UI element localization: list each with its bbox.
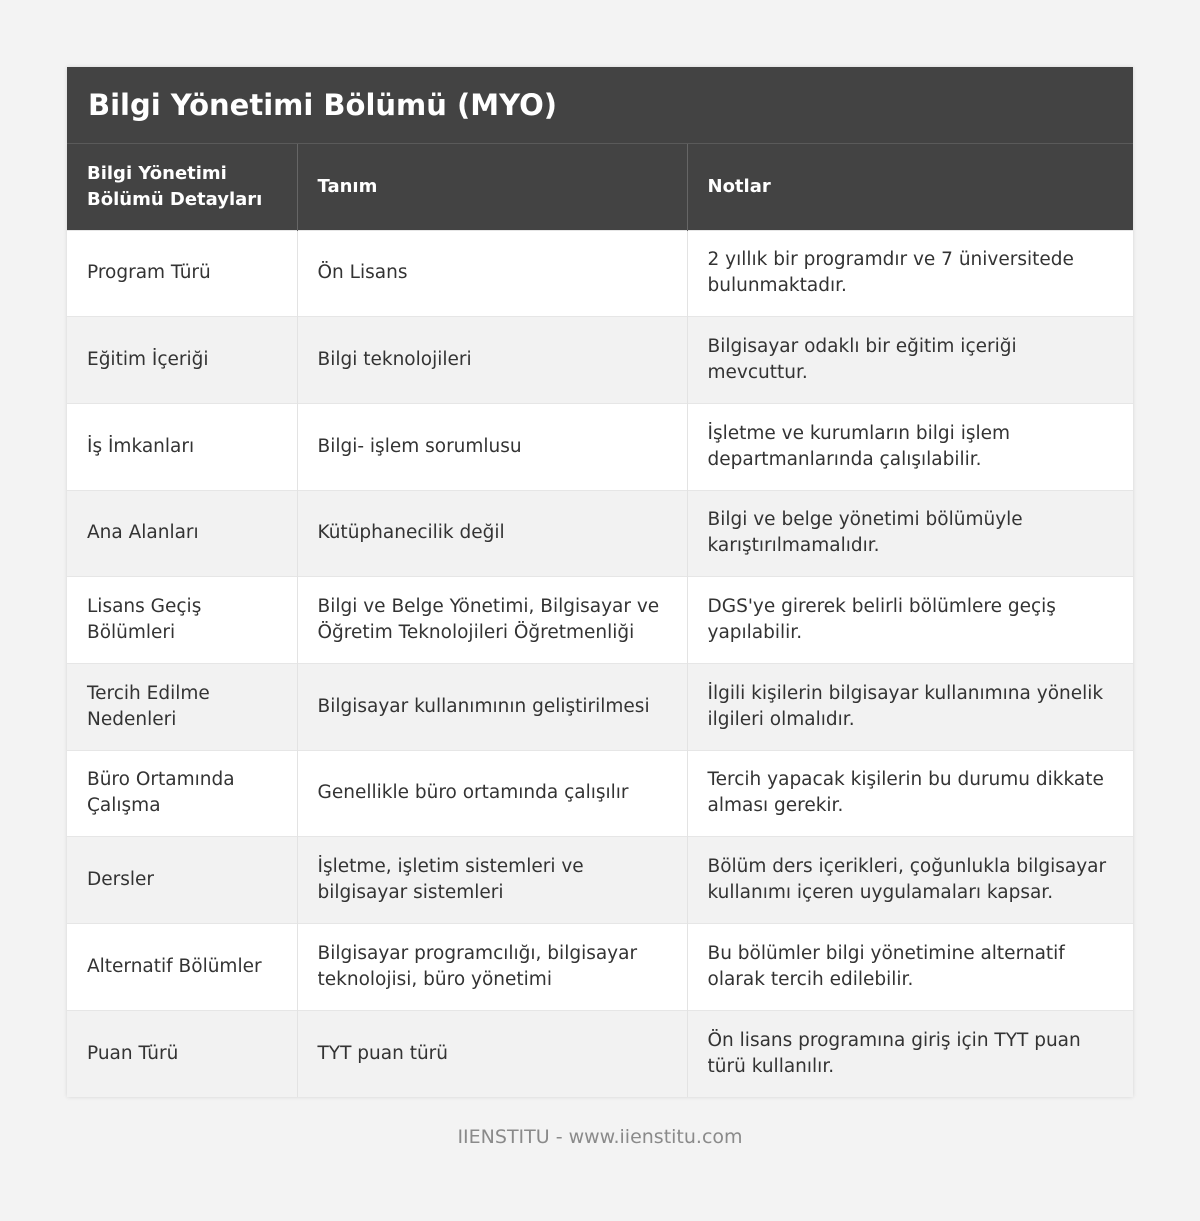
cell-note: Bölüm ders içerikleri, çoğunlukla bilgisayar kullanımı içeren uygulamaları kapsar.	[687, 837, 1133, 924]
cell-detail: Eğitim İçeriği	[67, 317, 297, 404]
info-table-card	[67, 67, 1133, 1097]
cell-note: Bu bölümler bilgi yönetimine alternatif olarak tercih edilebilir.	[687, 924, 1133, 1011]
cell-definition: Bilgi teknolojileri	[297, 317, 687, 404]
cell-note: Bilgi ve belge yönetimi bölümüyle karıştırılmamalıdır.	[687, 490, 1133, 577]
cell-detail: Tercih Edilme Nedenleri	[67, 663, 297, 750]
cell-definition: Bilgi ve Belge Yönetimi, Bilgisayar ve Öğretim Teknolojileri Öğretmenliği	[297, 577, 687, 664]
cell-detail: Lisans Geçiş Bölümleri	[67, 577, 297, 664]
table-row	[67, 750, 1133, 837]
table-header-row	[67, 144, 1133, 230]
cell-detail: Puan Türü	[67, 1010, 297, 1097]
table-row	[67, 1010, 1133, 1097]
cell-definition: Bilgisayar kullanımının geliştirilmesi	[297, 663, 687, 750]
cell-note: Tercih yapacak kişilerin bu durumu dikkate alması gerekir.	[687, 750, 1133, 837]
cell-detail: Program Türü	[67, 230, 297, 317]
cell-detail: Alternatif Bölümler	[67, 924, 297, 1011]
cell-definition: Ön Lisans	[297, 230, 687, 317]
cell-definition: Bilgi- işlem sorumlusu	[297, 403, 687, 490]
table-row	[67, 490, 1133, 577]
table-row	[67, 837, 1133, 924]
cell-note: Ön lisans programına giriş için TYT puan türü kullanılır.	[687, 1010, 1133, 1097]
cell-note: 2 yıllık bir programdır ve 7 üniversitede bulunmaktadır.	[687, 230, 1133, 317]
cell-note: Bilgisayar odaklı bir eğitim içeriği mevcuttur.	[687, 317, 1133, 404]
table-row	[67, 577, 1133, 664]
cell-definition: Bilgisayar programcılığı, bilgisayar teknolojisi, büro yönetimi	[297, 924, 687, 1011]
cell-note: DGS'ye girerek belirli bölümlere geçiş yapılabilir.	[687, 577, 1133, 664]
cell-note: İşletme ve kurumların bilgi işlem departmanlarında çalışılabilir.	[687, 403, 1133, 490]
cell-detail: Ana Alanları	[67, 490, 297, 577]
cell-detail: Büro Ortamında Çalışma	[67, 750, 297, 837]
table-row	[67, 230, 1133, 317]
cell-definition: TYT puan türü	[297, 1010, 687, 1097]
table-title: Bilgi Yönetimi Bölümü (MYO)	[67, 67, 1133, 144]
column-header-notes: Notlar	[687, 144, 1133, 230]
cell-detail: İş İmkanları	[67, 403, 297, 490]
table-row	[67, 317, 1133, 404]
cell-note: İlgili kişilerin bilgisayar kullanımına yönelik ilgileri olmalıdır.	[687, 663, 1133, 750]
cell-definition: İşletme, işletim sistemleri ve bilgisayar sistemleri	[297, 837, 687, 924]
footer-credit: IIENSTITU - www.iienstitu.com	[457, 1126, 743, 1148]
cell-definition: Genellikle büro ortamında çalışılır	[297, 750, 687, 837]
table-row	[67, 924, 1133, 1011]
cell-definition: Kütüphanecilik değil	[297, 490, 687, 577]
info-table	[67, 144, 1133, 1097]
table-row	[67, 663, 1133, 750]
column-header-definition: Tanım	[297, 144, 687, 230]
table-row	[67, 403, 1133, 490]
cell-detail: Dersler	[67, 837, 297, 924]
column-header-details: Bilgi Yönetimi Bölümü Detayları	[67, 144, 297, 230]
